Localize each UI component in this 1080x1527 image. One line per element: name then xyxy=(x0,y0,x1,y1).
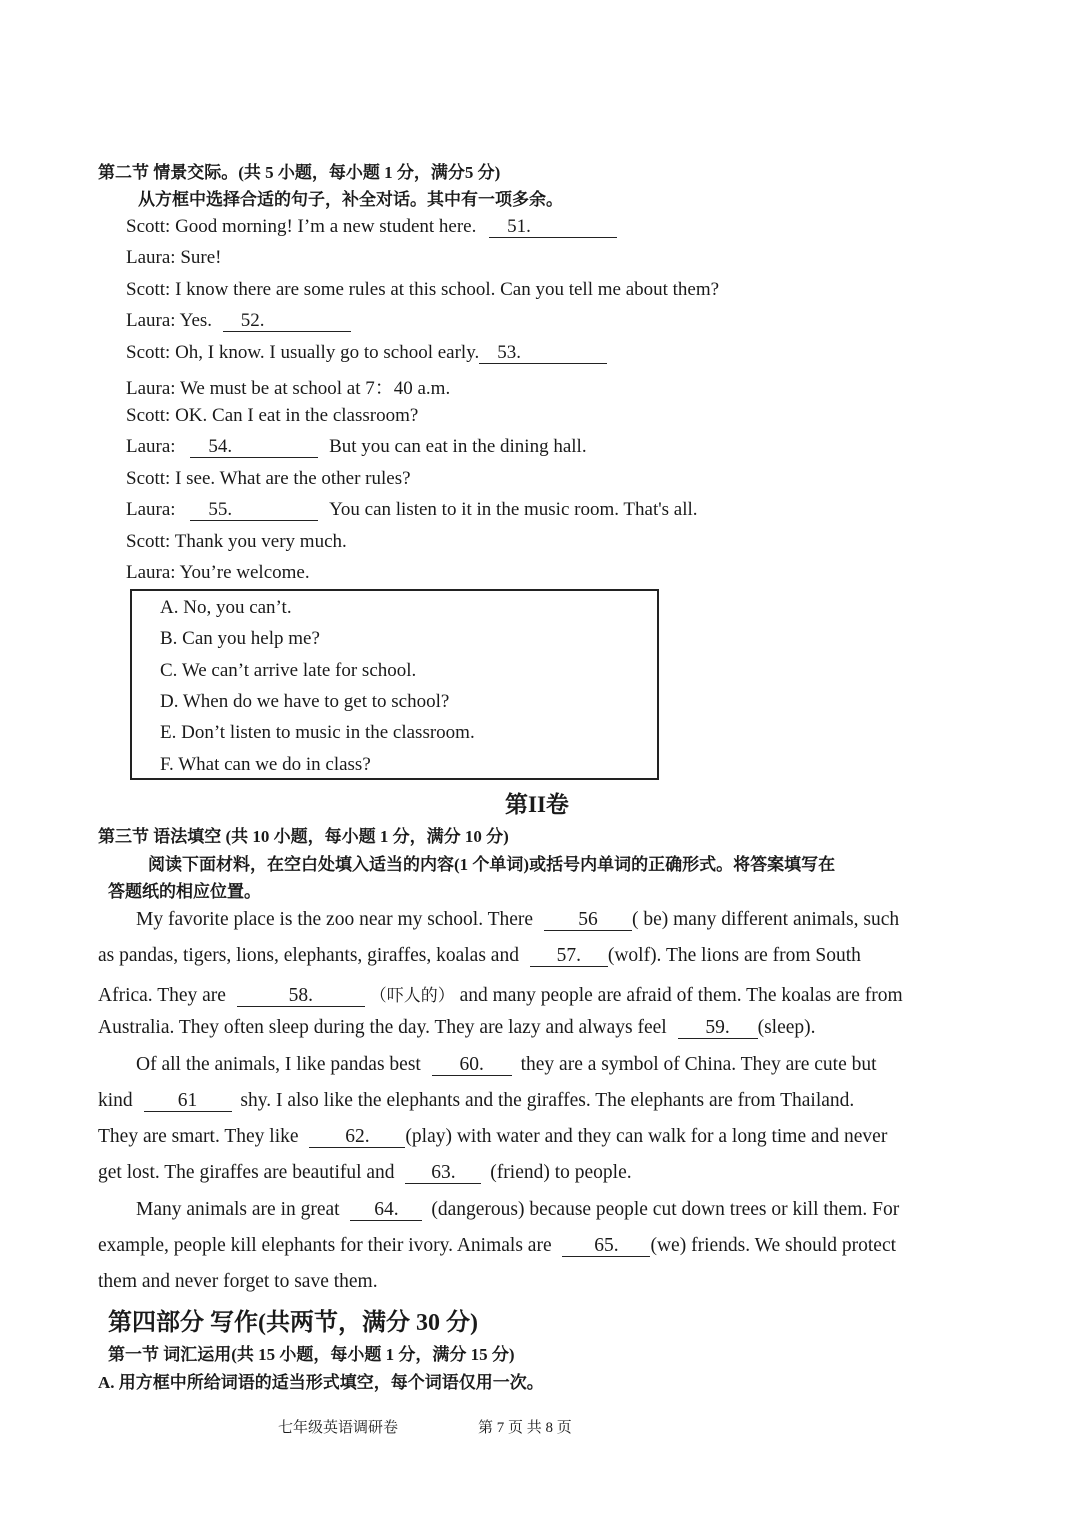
answer-blank-51[interactable]: 51. xyxy=(489,217,617,238)
option-f: F. What can we do in class? xyxy=(160,754,371,775)
passage-p2-line-1: Of all the animals, I like pandas best 60. they are a symbol of China. They are cute but xyxy=(136,1054,877,1075)
page-number: 第 7 页 共 8 页 xyxy=(478,1420,572,1436)
dialogue-line-12: Laura: You’re welcome. xyxy=(126,562,310,583)
dialogue-line-4: Laura: Yes. 52. xyxy=(126,310,351,332)
passage-p2-line-3: They are smart. They like 62. (play) with water and they can walk for a long time and never xyxy=(98,1126,888,1147)
part4-sub-heading: 第一节 词汇运用(共 15 小题，每小题 1 分，满分 15 分) xyxy=(108,1345,515,1364)
volume2-title: 第II卷 xyxy=(505,792,569,817)
passage-p2-line-4: get lost. The giraffes are beautiful and 63. (friend) to people. xyxy=(98,1162,632,1183)
dialogue-line-5: Scott: Oh, I know. I usually go to school early. 53. xyxy=(126,342,607,364)
part4-instruction: A. 用方框中所给词语的适当形式填空，每个词语仅用一次。 xyxy=(98,1373,544,1392)
answer-blank-65[interactable]: 65. xyxy=(562,1236,650,1257)
passage-p1-line-2: as pandas, tigers, lions, elephants, giraffes, koalas and 57. (wolf). The lions are from South xyxy=(98,945,861,966)
answer-blank-52[interactable]: 52. xyxy=(223,311,351,332)
dialogue-line-10: Laura: 55. You can listen to it in the music room. That's all. xyxy=(126,499,698,520)
passage-p2-line-2: kind 61 shy. I also like the elephants and the giraffes. The elephants are from Thailand. xyxy=(98,1090,855,1111)
option-a: A. No, you can’t. xyxy=(160,597,292,618)
dialogue-line-3: Scott: I know there are some rules at this school. Can you tell me about them? xyxy=(126,279,720,300)
dialogue-line-7: Scott: OK. Can I eat in the classroom? xyxy=(126,405,419,426)
answer-blank-57[interactable]: 57. xyxy=(530,946,608,967)
dialogue-line-1: Scott: Good morning! I’m a new student here. 51. xyxy=(126,216,617,238)
dialogue-line-11: Scott: Thank you very much. xyxy=(126,531,347,552)
footer-title: 七年级英语调研卷 xyxy=(278,1420,399,1436)
option-d: D. When do we have to get to school? xyxy=(160,691,450,712)
section3-instruction-1: 阅读下面材料，在空白处填入适当的内容(1 个单词)或括号内单词的正确形式。将答案填写在 xyxy=(148,855,836,874)
dialogue-line-2: Laura: Sure! xyxy=(126,247,222,268)
answer-blank-60[interactable]: 60. xyxy=(432,1055,512,1076)
answer-blank-62[interactable]: 62. xyxy=(309,1127,405,1148)
answer-blank-53[interactable]: 53. xyxy=(479,343,607,364)
answer-blank-61[interactable]: 61 xyxy=(144,1091,232,1112)
passage-p1-line-1: My favorite place is the zoo near my school. There 56 ( be) many different animals, such xyxy=(136,909,900,930)
section2-heading: 第二节 情景交际。(共 5 小题，每小题 1 分，满分5 分) xyxy=(98,163,501,182)
section3-instruction-2: 答题纸的相应位置。 xyxy=(108,882,261,901)
answer-blank-59[interactable]: 59. xyxy=(678,1018,758,1039)
section3-heading: 第三节 语法填空 (共 10 小题，每小题 1 分，满分 10 分) xyxy=(98,827,509,846)
option-e: E. Don’t listen to music in the classroom. xyxy=(160,722,475,743)
answer-blank-54[interactable]: 54. xyxy=(190,437,318,458)
option-c: C. We can’t arrive late for school. xyxy=(160,660,417,681)
answer-blank-55[interactable]: 55. xyxy=(190,500,318,521)
option-b: B. Can you help me? xyxy=(160,628,320,649)
answer-blank-64[interactable]: 64. xyxy=(350,1200,422,1221)
passage-p1-line-3: Africa. They are 58. （吓人的） and many people are afraid of them. The koalas are from xyxy=(98,985,903,1006)
dialogue-line-6: Laura: We must be at school at 7：40 a.m. xyxy=(126,378,451,399)
dialogue-line-9: Scott: I see. What are the other rules? xyxy=(126,468,411,489)
passage-p3-line-2: example, people kill elephants for their ivory. Animals are 65. (we) friends. We should protect xyxy=(98,1235,897,1256)
part4-heading: 第四部分 写作(共两节，满分 30 分) xyxy=(108,1310,478,1336)
passage-p3-line-3: them and never forget to save them. xyxy=(98,1271,378,1292)
section2-instruction: 从方框中选择合适的句子，补全对话。其中有一项多余。 xyxy=(138,190,563,209)
answer-blank-63[interactable]: 63. xyxy=(405,1163,481,1184)
passage-p1-line-4: Australia. They often sleep during the day. They are lazy and always feel 59. (sleep). xyxy=(98,1017,816,1038)
dialogue-line-8: Laura: 54. But you can eat in the dining hall. xyxy=(126,436,587,457)
passage-p3-line-1: Many animals are in great 64. (dangerous) because people cut down trees or kill them. For xyxy=(136,1199,900,1220)
answer-blank-58[interactable]: 58. xyxy=(237,986,365,1007)
answer-blank-56[interactable]: 56 xyxy=(544,910,632,931)
